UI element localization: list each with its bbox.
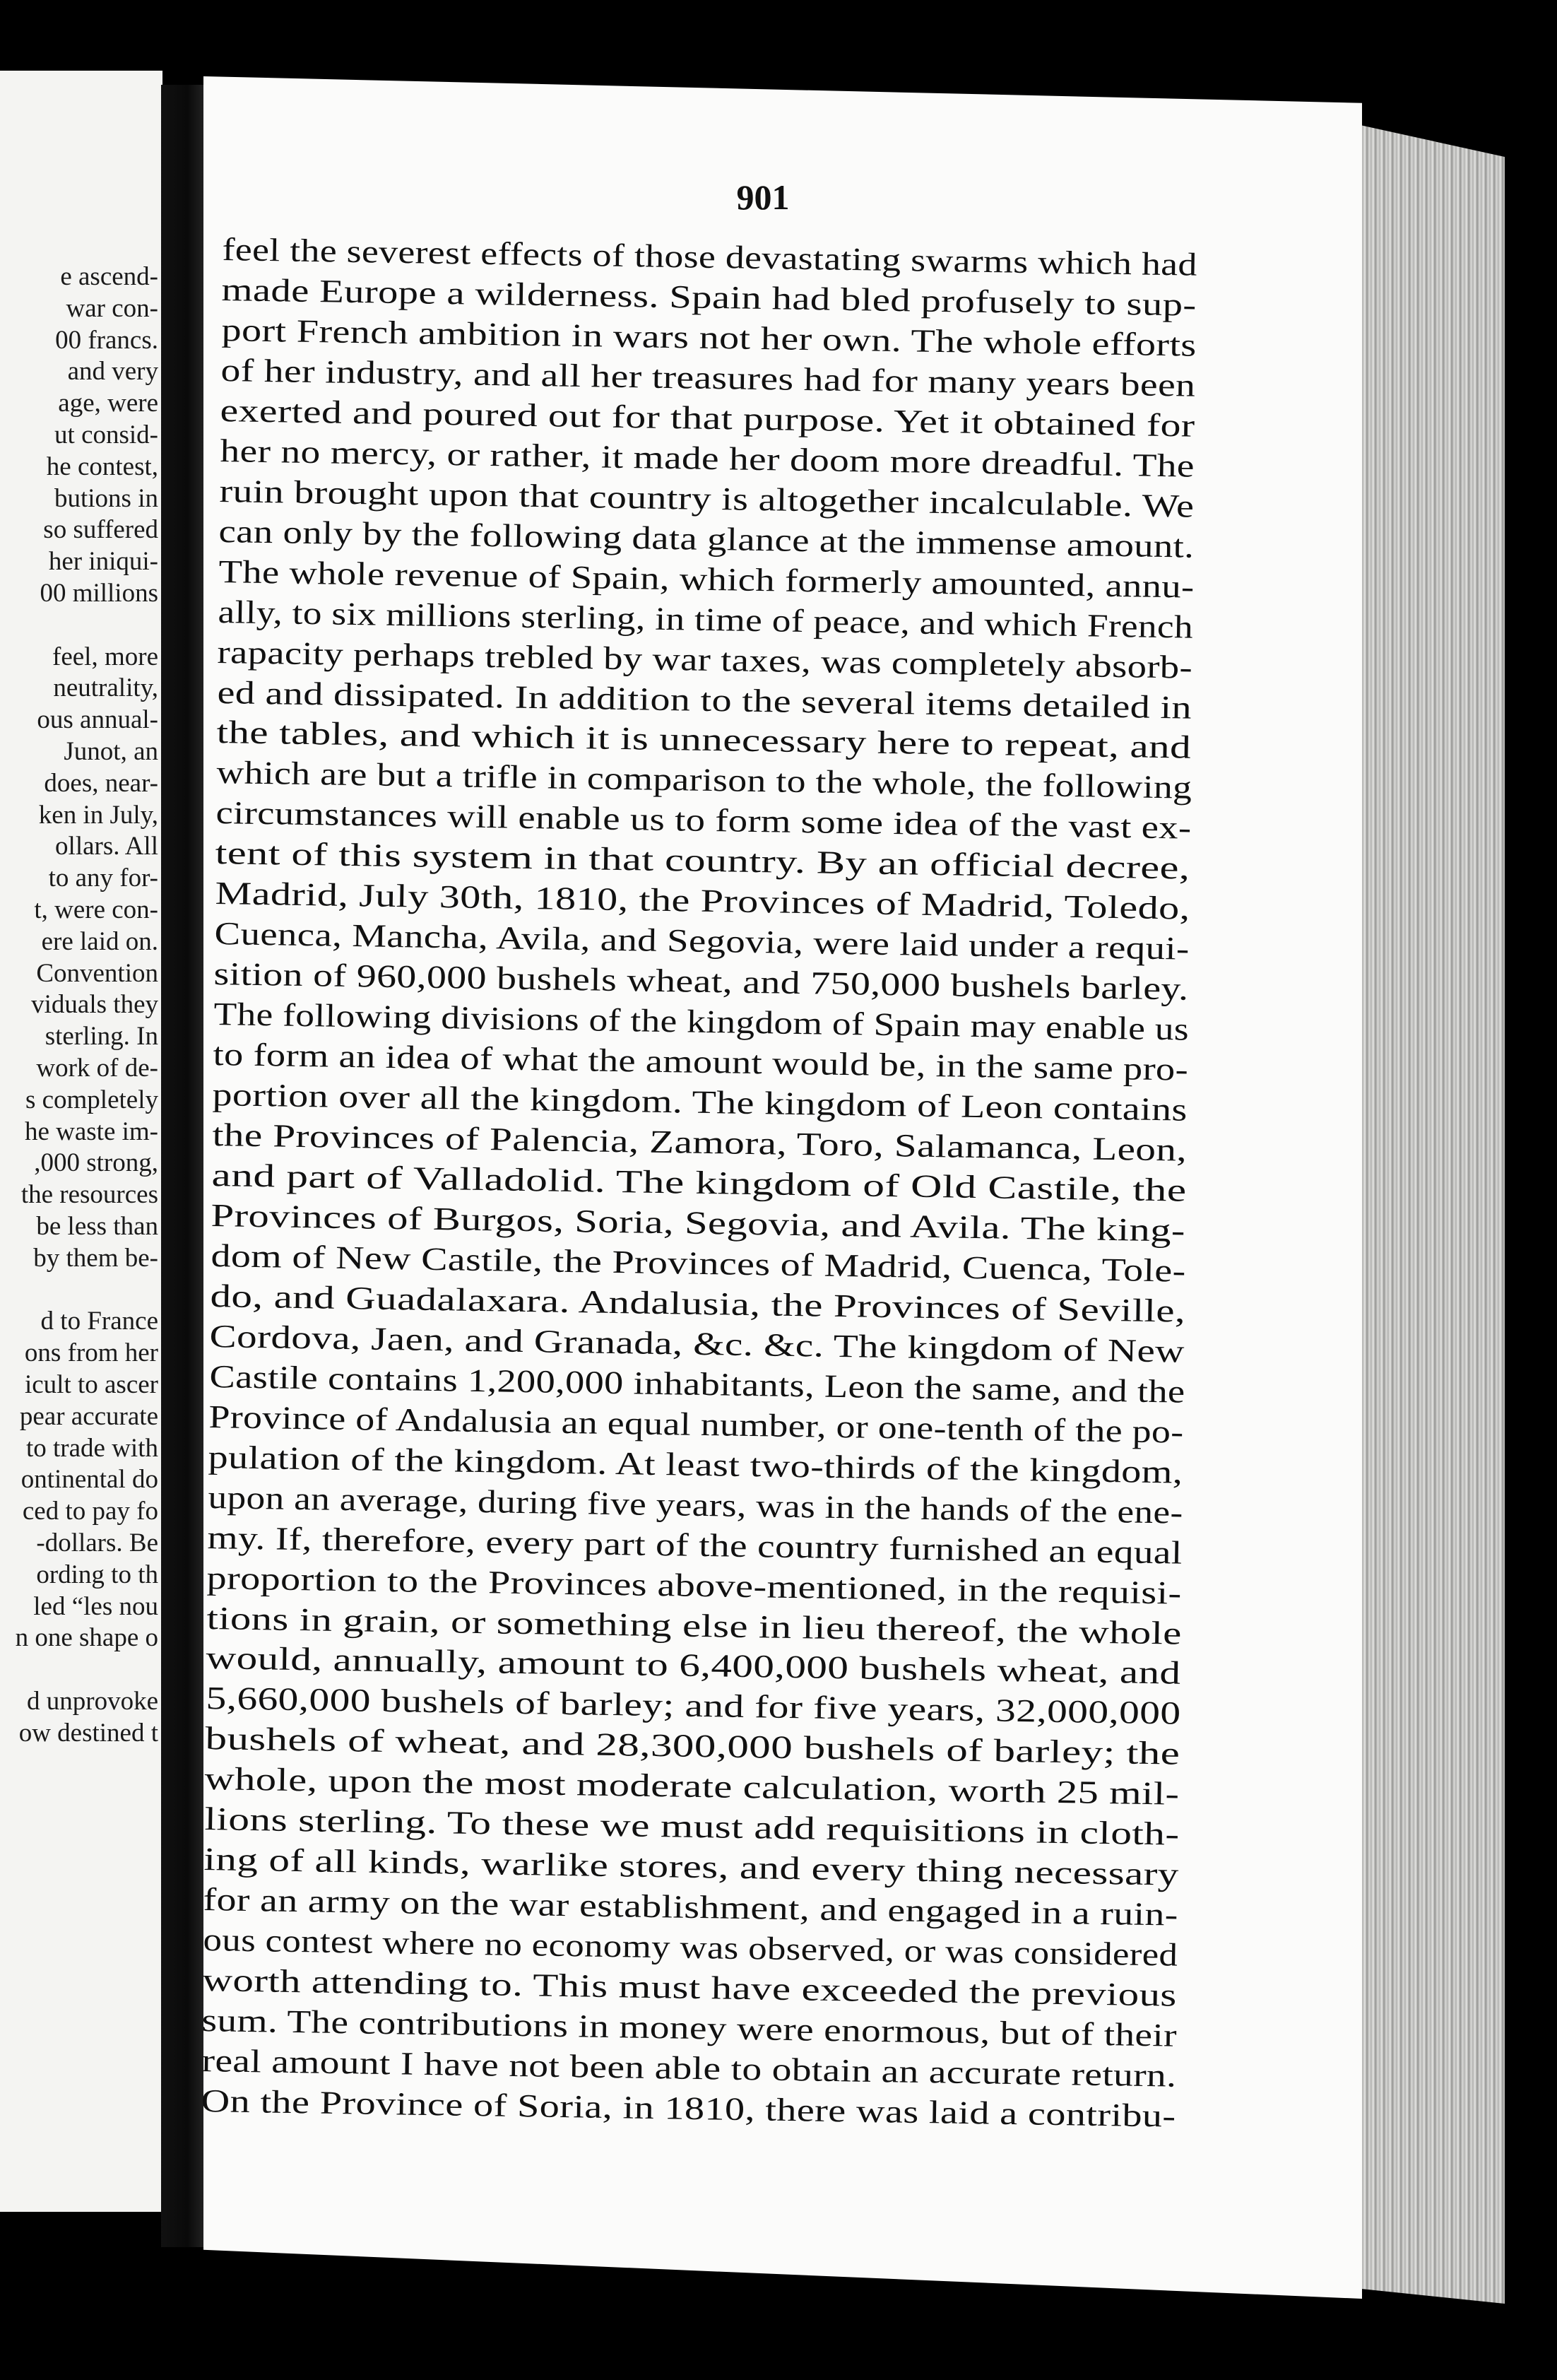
left-page-line: so suffered xyxy=(43,515,158,545)
text-line: sition of 960,000 bushels wheat, and 750,000 bushels barley. xyxy=(213,955,1190,1007)
text-line: Castile contains 1,200,000 inhabitants, Leon the same, and the xyxy=(208,1357,1185,1410)
text-line: the tables, and which it is unnecessary here to repeat, and xyxy=(216,714,1192,766)
left-page-line: -dollars. Be xyxy=(36,1528,158,1557)
left-page-line: to trade with xyxy=(25,1433,158,1463)
left-page-line: by them be- xyxy=(33,1243,158,1273)
left-page-line: work of de- xyxy=(36,1054,158,1083)
left-page xyxy=(0,71,162,2212)
left-page-line: war con- xyxy=(66,293,158,323)
text-line: tions in grain, or something else in lieu thereof, the whole xyxy=(206,1599,1182,1651)
left-page-line: her iniqui- xyxy=(48,547,158,577)
left-page-line: ,000 strong, xyxy=(34,1148,158,1178)
text-line: the Provinces of Palencia, Zamora, Toro, Salamanca, Leon, xyxy=(211,1117,1188,1168)
left-page-line: ous annual- xyxy=(37,705,158,735)
text-line: whole, upon the most moderate calculation, worth 25 mil- xyxy=(204,1760,1180,1813)
text-line: Province of Andalusia an equal number, or one-tenth of the po- xyxy=(208,1398,1184,1450)
left-page-line: ow destined t xyxy=(18,1718,158,1748)
left-page-line: Convention xyxy=(36,958,158,988)
left-page-line: ken in July, xyxy=(38,800,158,830)
text-line: real amount I have not been able to obtain an accurate return. xyxy=(201,2042,1177,2094)
text-line: 5,660,000 bushels of barley; and for five years, 32,000,000 xyxy=(205,1680,1181,1732)
left-page-line: ced to pay fo xyxy=(22,1497,158,1526)
text-line: pulation of the kingdom. At least two-thirds of the kingdom, xyxy=(208,1438,1184,1490)
text-line: worth attending to. This must have exceeded the previous xyxy=(202,1962,1178,2013)
text-line: circumstances will enable us to form some idea of the vast ex- xyxy=(215,794,1192,847)
left-page-line: 00 francs. xyxy=(55,325,158,355)
text-line: would, annually, amount to 6,400,000 bushels wheat, and xyxy=(206,1639,1182,1692)
left-page-line: age, were xyxy=(58,389,158,418)
text-line: of her industry, and all her treasures had for many years been xyxy=(220,351,1196,403)
text-line: can only by the following data glance at the immense amount. xyxy=(218,512,1195,565)
left-page-line: pear accurate xyxy=(19,1401,158,1431)
text-line: made Europe a wilderness. Spain had bled profusely to sup- xyxy=(221,271,1197,323)
text-line: The whole revenue of Spain, which formerly amounted, annu- xyxy=(218,553,1195,605)
text-line: do, and Guadalaxara. Andalusia, the Provinces of Seville, xyxy=(210,1277,1186,1329)
book-gutter xyxy=(161,85,205,2247)
left-page-line: ere laid on. xyxy=(41,926,158,956)
text-line: bushels of wheat, and 28,300,000 bushels of barley; the xyxy=(205,1720,1180,1772)
left-page-line: s completely xyxy=(25,1085,158,1114)
text-line: Cordova, Jaen, and Granada, &c. &c. The kingdom of New xyxy=(209,1317,1185,1369)
text-line: my. If, therefore, every part of the country furnished an equal xyxy=(207,1519,1183,1571)
text-line: Cuenca, Mancha, Avila, and Segovia, were laid under a requi- xyxy=(214,915,1190,967)
text-line: ruin brought upon that country is altogether incalculable. We xyxy=(219,472,1195,524)
left-page-line: does, near- xyxy=(44,768,158,798)
left-page-line: ollars. All xyxy=(55,832,158,861)
left-page-line: and very xyxy=(67,357,158,387)
left-page-line: ording to th xyxy=(36,1560,158,1589)
text-line: upon an average, during five years, was in the hands of the ene- xyxy=(208,1478,1183,1531)
left-page-line: he waste im- xyxy=(24,1117,158,1146)
left-page-line: ons from her xyxy=(24,1338,158,1368)
left-page-line: ut consid- xyxy=(54,420,158,449)
text-line: ally, to six millions sterling, in time of peace, and which French xyxy=(218,593,1194,645)
text-line: port French ambition in wars not her own. The whole efforts xyxy=(220,311,1197,363)
left-page-line: the resources xyxy=(20,1180,158,1210)
text-line: her no mercy, or rather, it made her doom more dreadful. The xyxy=(219,432,1195,484)
text-line: which are but a trifle in comparison to the whole, the following xyxy=(215,754,1192,806)
text-line: for an army on the war establishment, and engaged in a ruin- xyxy=(203,1881,1179,1933)
left-page-line: sterling. In xyxy=(45,1022,158,1051)
text-line: exerted and poured out for that purpose. Yet it obtained for xyxy=(220,391,1196,444)
text-line: ous contest where no economy was observed, or was considered xyxy=(202,1921,1178,1973)
text-line: to form an idea of what the amount would be, in the same pro- xyxy=(213,1036,1189,1088)
left-page-line: n one shape o xyxy=(15,1623,158,1653)
left-page-line: be less than xyxy=(36,1212,158,1241)
text-line: lions sterling. To these we must add requisitions in cloth- xyxy=(203,1801,1180,1852)
text-line: dom of New Castile, the Provinces of Madrid, Cuenca, Tole- xyxy=(210,1237,1186,1289)
left-page-line: Junot, an xyxy=(64,737,158,766)
text-line: sum. The contributions in money were enormous, but of their xyxy=(201,2002,1178,2054)
left-page-line: neutrality, xyxy=(53,673,158,703)
text-line: proportion to the Provinces above-mentioned, in the requisi- xyxy=(206,1559,1183,1611)
text-line: portion over all the kingdom. The kingdom of Leon contains xyxy=(212,1076,1188,1128)
left-page-line: led “les nou xyxy=(33,1591,158,1621)
left-page-line: 00 millions xyxy=(40,579,158,608)
left-page-line: icult to ascer xyxy=(24,1370,158,1399)
left-page-line: e ascend- xyxy=(60,262,158,291)
left-page-line: ontinental do xyxy=(20,1465,158,1495)
text-line: The following divisions of the kingdom of Spain may enable us xyxy=(213,996,1190,1047)
text-line: On the Province of Soria, in 1810, there was laid a contribu- xyxy=(201,2082,1176,2134)
left-page-line: viduals they xyxy=(31,990,158,1020)
text-line: Provinces of Burgos, Soria, Segovia, and Avila. The king- xyxy=(211,1196,1186,1249)
left-page-line: he contest, xyxy=(46,452,158,481)
left-page-line: feel, more xyxy=(52,642,158,671)
left-page-line: to any for- xyxy=(48,864,158,893)
text-line: rapacity perhaps trebled by war taxes, was completely absorb- xyxy=(217,633,1193,685)
text-line: ed and dissipated. In addition to the several items detailed in xyxy=(217,673,1192,726)
text-line: and part of Valladolid. The kingdom of Old Castile, the xyxy=(211,1157,1187,1208)
text-line: feel the severest effects of those devastating swarms which had xyxy=(222,231,1198,283)
text-line: ing of all kinds, warlike stores, and every thing necessary xyxy=(203,1841,1180,1892)
text-line: Madrid, July 30th, 1810, the Provinces of Madrid, Toledo, xyxy=(214,875,1190,926)
text-line: tent of this system in that country. By an official decree, xyxy=(215,835,1191,887)
left-page-line: t, were con- xyxy=(34,895,158,924)
left-page-line: d unprovoke xyxy=(27,1687,158,1716)
left-page-line: butions in xyxy=(54,483,158,513)
left-page-line: d to France xyxy=(40,1307,158,1336)
page-number: 901 xyxy=(736,177,790,217)
